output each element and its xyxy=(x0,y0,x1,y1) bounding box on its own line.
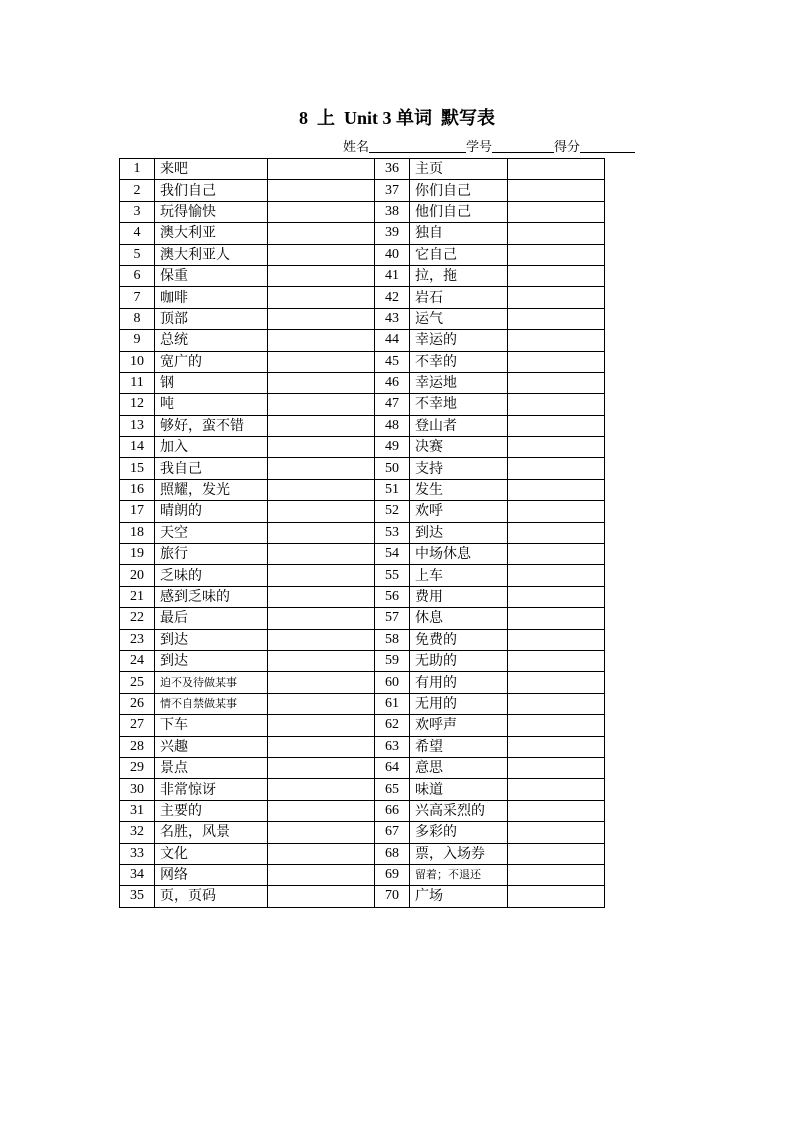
chinese-word-left: 够好，蛮不错 xyxy=(155,415,268,436)
answer-cell-left[interactable] xyxy=(268,351,375,372)
chinese-word-left: 到达 xyxy=(155,629,268,650)
item-number-left: 2 xyxy=(120,180,155,201)
chinese-word-right: 岩石 xyxy=(410,287,508,308)
answer-cell-right[interactable] xyxy=(508,629,605,650)
answer-cell-left[interactable] xyxy=(268,800,375,821)
chinese-word-left: 玩得愉快 xyxy=(155,201,268,222)
table-row xyxy=(120,586,605,607)
chinese-word-left: 主要的 xyxy=(155,800,268,821)
answer-cell-left[interactable] xyxy=(268,522,375,543)
chinese-word-right: 留着；不退还 xyxy=(410,864,508,885)
answer-cell-left[interactable] xyxy=(268,265,375,286)
item-number-left: 18 xyxy=(120,522,155,543)
score-label: 得分 xyxy=(554,140,581,155)
name-blank[interactable] xyxy=(369,139,466,153)
item-number-left: 26 xyxy=(120,693,155,714)
item-number-right: 41 xyxy=(375,265,410,286)
item-number-right: 49 xyxy=(375,437,410,458)
answer-cell-right[interactable] xyxy=(508,715,605,736)
item-number-right: 38 xyxy=(375,201,410,222)
table-row xyxy=(120,608,605,629)
table-row xyxy=(120,437,605,458)
chinese-word-right: 它自己 xyxy=(410,244,508,265)
answer-cell-right[interactable] xyxy=(508,372,605,393)
answer-cell-left[interactable] xyxy=(268,629,375,650)
table-row xyxy=(120,672,605,693)
item-number-left: 21 xyxy=(120,586,155,607)
answer-cell-left[interactable] xyxy=(268,843,375,864)
chinese-word-left: 迫不及待做某事 xyxy=(155,672,268,693)
item-number-right: 62 xyxy=(375,715,410,736)
chinese-word-left: 旅行 xyxy=(155,544,268,565)
chinese-word-right: 兴高采烈的 xyxy=(410,800,508,821)
item-number-left: 6 xyxy=(120,265,155,286)
score-blank[interactable] xyxy=(580,139,635,153)
item-number-left: 8 xyxy=(120,308,155,329)
answer-cell-left[interactable] xyxy=(268,672,375,693)
chinese-word-left: 最后 xyxy=(155,608,268,629)
answer-cell-left[interactable] xyxy=(268,330,375,351)
table-row xyxy=(120,244,605,265)
item-number-right: 40 xyxy=(375,244,410,265)
chinese-word-right: 登山者 xyxy=(410,415,508,436)
item-number-left: 1 xyxy=(120,159,155,180)
answer-cell-left[interactable] xyxy=(268,501,375,522)
item-number-right: 51 xyxy=(375,479,410,500)
item-number-left: 19 xyxy=(120,544,155,565)
chinese-word-left: 天空 xyxy=(155,522,268,543)
answer-cell-right[interactable] xyxy=(508,864,605,885)
answer-cell-right[interactable] xyxy=(508,586,605,607)
answer-cell-right[interactable] xyxy=(508,437,605,458)
item-number-right: 66 xyxy=(375,800,410,821)
chinese-word-right: 他们自己 xyxy=(410,201,508,222)
table-row xyxy=(120,843,605,864)
table-row xyxy=(120,501,605,522)
answer-cell-right[interactable] xyxy=(508,351,605,372)
table-row xyxy=(120,415,605,436)
item-number-left: 28 xyxy=(120,736,155,757)
chinese-word-right: 希望 xyxy=(410,736,508,757)
chinese-word-right: 支持 xyxy=(410,458,508,479)
chinese-word-right: 不幸的 xyxy=(410,351,508,372)
answer-cell-left[interactable] xyxy=(268,201,375,222)
item-number-left: 23 xyxy=(120,629,155,650)
item-number-left: 34 xyxy=(120,864,155,885)
item-number-left: 16 xyxy=(120,479,155,500)
answer-cell-left[interactable] xyxy=(268,437,375,458)
answer-cell-right[interactable] xyxy=(508,287,605,308)
chinese-word-right: 费用 xyxy=(410,586,508,607)
answer-cell-right[interactable] xyxy=(508,479,605,500)
chinese-word-right: 欢呼声 xyxy=(410,715,508,736)
table-row xyxy=(120,544,605,565)
item-number-right: 45 xyxy=(375,351,410,372)
answer-cell-left[interactable] xyxy=(268,223,375,244)
table-row xyxy=(120,458,605,479)
answer-cell-left[interactable] xyxy=(268,308,375,329)
item-number-left: 12 xyxy=(120,394,155,415)
chinese-word-right: 你们自己 xyxy=(410,180,508,201)
name-label: 姓名 xyxy=(343,140,370,155)
answer-cell-right[interactable] xyxy=(508,415,605,436)
item-number-right: 37 xyxy=(375,180,410,201)
item-number-right: 55 xyxy=(375,565,410,586)
answer-cell-right[interactable] xyxy=(508,565,605,586)
item-number-left: 33 xyxy=(120,843,155,864)
item-number-right: 52 xyxy=(375,501,410,522)
chinese-word-left: 下车 xyxy=(155,715,268,736)
item-number-right: 53 xyxy=(375,522,410,543)
chinese-word-left: 保重 xyxy=(155,265,268,286)
chinese-word-right: 发生 xyxy=(410,479,508,500)
table-row xyxy=(120,800,605,821)
item-number-right: 59 xyxy=(375,650,410,671)
table-row xyxy=(120,864,605,885)
chinese-word-left: 乏味的 xyxy=(155,565,268,586)
table-row xyxy=(120,629,605,650)
chinese-word-right: 决赛 xyxy=(410,437,508,458)
item-number-left: 4 xyxy=(120,223,155,244)
chinese-word-right: 票，入场券 xyxy=(410,843,508,864)
item-number-right: 64 xyxy=(375,757,410,778)
answer-cell-right[interactable] xyxy=(508,608,605,629)
table-row xyxy=(120,201,605,222)
item-number-left: 7 xyxy=(120,287,155,308)
answer-cell-left[interactable] xyxy=(268,415,375,436)
chinese-word-right: 多彩的 xyxy=(410,822,508,843)
item-number-left: 20 xyxy=(120,565,155,586)
answer-cell-left[interactable] xyxy=(268,650,375,671)
item-number-right: 47 xyxy=(375,394,410,415)
answer-cell-right[interactable] xyxy=(508,458,605,479)
chinese-word-right: 幸运地 xyxy=(410,372,508,393)
answer-cell-right[interactable] xyxy=(508,201,605,222)
chinese-word-left: 兴趣 xyxy=(155,736,268,757)
item-number-right: 57 xyxy=(375,608,410,629)
answer-cell-right[interactable] xyxy=(508,886,605,907)
answer-cell-left[interactable] xyxy=(268,608,375,629)
chinese-word-left: 网络 xyxy=(155,864,268,885)
chinese-word-left: 晴朗的 xyxy=(155,501,268,522)
item-number-left: 3 xyxy=(120,201,155,222)
answer-cell-left[interactable] xyxy=(268,715,375,736)
answer-cell-left[interactable] xyxy=(268,822,375,843)
chinese-word-left: 到达 xyxy=(155,650,268,671)
table-row xyxy=(120,479,605,500)
table-row xyxy=(120,394,605,415)
answer-cell-left[interactable] xyxy=(268,287,375,308)
answer-cell-left[interactable] xyxy=(268,586,375,607)
item-number-right: 36 xyxy=(375,159,410,180)
item-number-right: 43 xyxy=(375,308,410,329)
answer-cell-left[interactable] xyxy=(268,544,375,565)
student-info-line xyxy=(343,139,635,156)
table-row xyxy=(120,736,605,757)
chinese-word-left: 顶部 xyxy=(155,308,268,329)
chinese-word-right: 免费的 xyxy=(410,629,508,650)
answer-cell-right[interactable] xyxy=(508,394,605,415)
item-number-right: 63 xyxy=(375,736,410,757)
chinese-word-left: 吨 xyxy=(155,394,268,415)
chinese-word-right: 休息 xyxy=(410,608,508,629)
answer-cell-right[interactable] xyxy=(508,822,605,843)
answer-cell-left[interactable] xyxy=(268,479,375,500)
table-row xyxy=(120,650,605,671)
table-row xyxy=(120,693,605,714)
answer-cell-right[interactable] xyxy=(508,843,605,864)
table-row xyxy=(120,886,605,907)
answer-cell-right[interactable] xyxy=(508,757,605,778)
table-row xyxy=(120,223,605,244)
answer-cell-right[interactable] xyxy=(508,693,605,714)
answer-cell-right[interactable] xyxy=(508,330,605,351)
chinese-word-left: 咖啡 xyxy=(155,287,268,308)
chinese-word-left: 文化 xyxy=(155,843,268,864)
item-number-left: 32 xyxy=(120,822,155,843)
table-row xyxy=(120,822,605,843)
item-number-right: 44 xyxy=(375,330,410,351)
item-number-left: 35 xyxy=(120,886,155,907)
answer-cell-left[interactable] xyxy=(268,394,375,415)
vocabulary-table xyxy=(119,158,605,908)
answer-cell-right[interactable] xyxy=(508,180,605,201)
chinese-word-left: 来吧 xyxy=(155,159,268,180)
item-number-right: 48 xyxy=(375,415,410,436)
chinese-word-left: 澳大利亚人 xyxy=(155,244,268,265)
answer-cell-right[interactable] xyxy=(508,501,605,522)
table-row xyxy=(120,330,605,351)
chinese-word-left: 宽广的 xyxy=(155,351,268,372)
chinese-word-left: 情不自禁做某事 xyxy=(155,693,268,714)
table-row xyxy=(120,159,605,180)
chinese-word-left: 钢 xyxy=(155,372,268,393)
answer-cell-left[interactable] xyxy=(268,757,375,778)
answer-cell-right[interactable] xyxy=(508,672,605,693)
item-number-right: 46 xyxy=(375,372,410,393)
chinese-word-right: 运气 xyxy=(410,308,508,329)
chinese-word-left: 澳大利亚 xyxy=(155,223,268,244)
answer-cell-right[interactable] xyxy=(508,244,605,265)
table-row xyxy=(120,287,605,308)
chinese-word-left: 页，页码 xyxy=(155,886,268,907)
chinese-word-right: 广场 xyxy=(410,886,508,907)
item-number-left: 14 xyxy=(120,437,155,458)
chinese-word-right: 主页 xyxy=(410,159,508,180)
item-number-right: 58 xyxy=(375,629,410,650)
answer-cell-left[interactable] xyxy=(268,159,375,180)
answer-cell-left[interactable] xyxy=(268,180,375,201)
answer-cell-left[interactable] xyxy=(268,244,375,265)
item-number-left: 13 xyxy=(120,415,155,436)
item-number-right: 56 xyxy=(375,586,410,607)
chinese-word-right: 味道 xyxy=(410,779,508,800)
chinese-word-right: 有用的 xyxy=(410,672,508,693)
item-number-left: 27 xyxy=(120,715,155,736)
chinese-word-right: 无用的 xyxy=(410,693,508,714)
chinese-word-left: 加入 xyxy=(155,437,268,458)
answer-cell-right[interactable] xyxy=(508,544,605,565)
student-id-label: 学号 xyxy=(466,140,493,155)
chinese-word-left: 名胜，风景 xyxy=(155,822,268,843)
table-row xyxy=(120,372,605,393)
item-number-left: 17 xyxy=(120,501,155,522)
item-number-left: 11 xyxy=(120,372,155,393)
chinese-word-right: 上车 xyxy=(410,565,508,586)
answer-cell-right[interactable] xyxy=(508,159,605,180)
chinese-word-right: 欢呼 xyxy=(410,501,508,522)
chinese-word-right: 无助的 xyxy=(410,650,508,671)
student-id-blank[interactable] xyxy=(492,139,554,153)
item-number-left: 31 xyxy=(120,800,155,821)
table-row xyxy=(120,757,605,778)
item-number-left: 10 xyxy=(120,351,155,372)
table-row xyxy=(120,265,605,286)
item-number-left: 22 xyxy=(120,608,155,629)
chinese-word-left: 我们自己 xyxy=(155,180,268,201)
item-number-right: 60 xyxy=(375,672,410,693)
answer-cell-left[interactable] xyxy=(268,565,375,586)
chinese-word-left: 我自己 xyxy=(155,458,268,479)
chinese-word-right: 意思 xyxy=(410,757,508,778)
table-row xyxy=(120,565,605,586)
item-number-right: 67 xyxy=(375,822,410,843)
answer-cell-right[interactable] xyxy=(508,265,605,286)
answer-cell-right[interactable] xyxy=(508,800,605,821)
answer-cell-right[interactable] xyxy=(508,308,605,329)
chinese-word-right: 独自 xyxy=(410,223,508,244)
answer-cell-left[interactable] xyxy=(268,779,375,800)
chinese-word-left: 景点 xyxy=(155,757,268,778)
item-number-right: 61 xyxy=(375,693,410,714)
answer-cell-left[interactable] xyxy=(268,886,375,907)
answer-cell-left[interactable] xyxy=(268,693,375,714)
answer-cell-left[interactable] xyxy=(268,458,375,479)
table-row xyxy=(120,522,605,543)
answer-cell-right[interactable] xyxy=(508,736,605,757)
table-row xyxy=(120,180,605,201)
chinese-word-right: 拉，拖 xyxy=(410,265,508,286)
chinese-word-right: 幸运的 xyxy=(410,330,508,351)
answer-cell-left[interactable] xyxy=(268,864,375,885)
table-row xyxy=(120,715,605,736)
chinese-word-left: 照耀，发光 xyxy=(155,479,268,500)
item-number-right: 54 xyxy=(375,544,410,565)
item-number-left: 9 xyxy=(120,330,155,351)
chinese-word-right: 到达 xyxy=(410,522,508,543)
chinese-word-left: 总统 xyxy=(155,330,268,351)
item-number-left: 24 xyxy=(120,650,155,671)
item-number-left: 25 xyxy=(120,672,155,693)
answer-cell-right[interactable] xyxy=(508,522,605,543)
item-number-left: 30 xyxy=(120,779,155,800)
chinese-word-left: 感到乏味的 xyxy=(155,586,268,607)
table-row xyxy=(120,779,605,800)
item-number-right: 65 xyxy=(375,779,410,800)
item-number-left: 5 xyxy=(120,244,155,265)
item-number-right: 50 xyxy=(375,458,410,479)
chinese-word-right: 不幸地 xyxy=(410,394,508,415)
item-number-right: 68 xyxy=(375,843,410,864)
table-row xyxy=(120,308,605,329)
chinese-word-right: 中场休息 xyxy=(410,544,508,565)
answer-cell-left[interactable] xyxy=(268,736,375,757)
item-number-left: 15 xyxy=(120,458,155,479)
answer-cell-right[interactable] xyxy=(508,779,605,800)
item-number-right: 39 xyxy=(375,223,410,244)
worksheet-title: 8 上 Unit 3 单词 默写表 xyxy=(298,108,495,128)
item-number-right: 70 xyxy=(375,886,410,907)
answer-cell-right[interactable] xyxy=(508,650,605,671)
answer-cell-right[interactable] xyxy=(508,223,605,244)
answer-cell-left[interactable] xyxy=(268,372,375,393)
table-row xyxy=(120,351,605,372)
item-number-right: 69 xyxy=(375,864,410,885)
item-number-right: 42 xyxy=(375,287,410,308)
item-number-left: 29 xyxy=(120,757,155,778)
chinese-word-left: 非常惊讶 xyxy=(155,779,268,800)
